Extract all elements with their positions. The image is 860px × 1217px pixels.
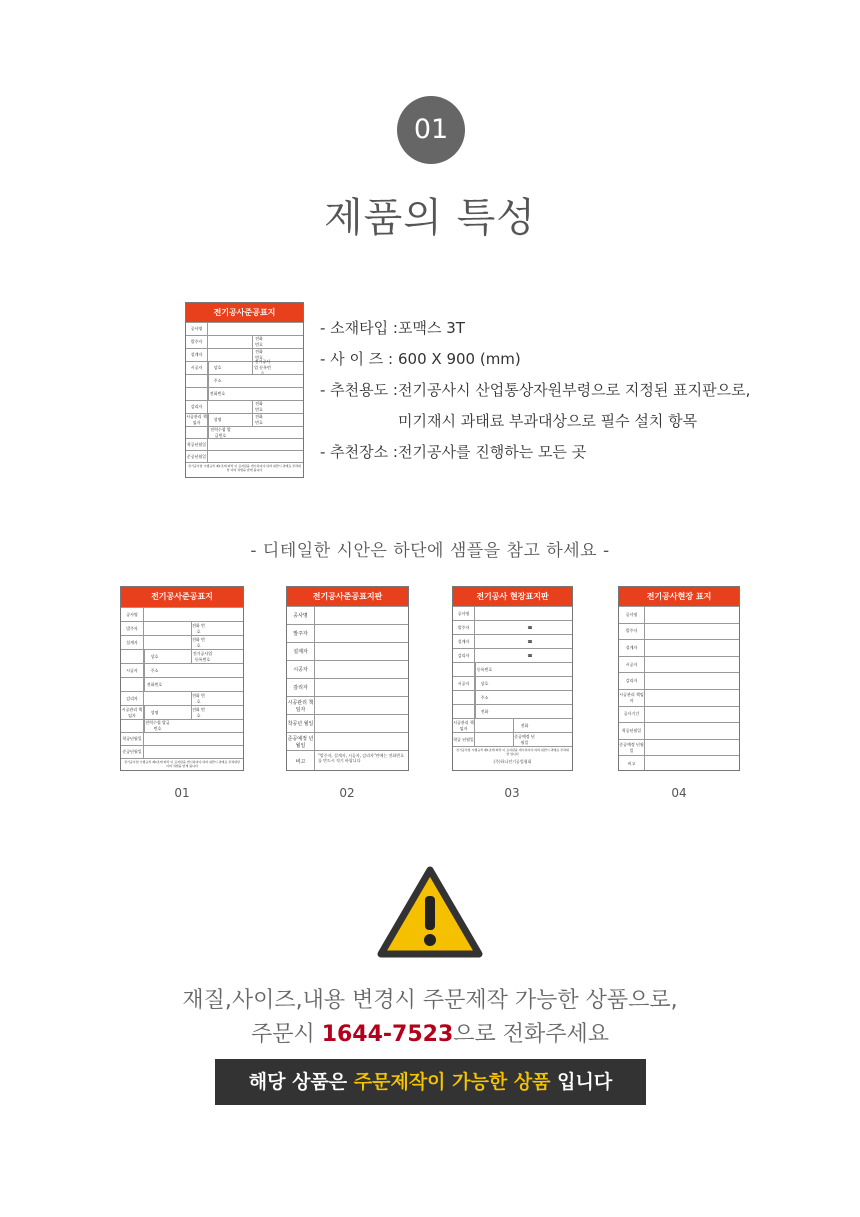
sign-label: 공사명	[287, 607, 315, 624]
sign-label: 발주자	[287, 625, 315, 642]
sign-label: 비고	[287, 751, 315, 771]
section-number-badge: 01	[397, 96, 465, 164]
sign-label: 준공예정 년월일	[287, 733, 315, 750]
sign-label: 발주자	[453, 621, 475, 634]
sign-sublabel: 전화번호	[144, 678, 164, 691]
sign-sublabel: 준공예정 년월일	[514, 733, 535, 745]
spec-value: 600 X 900 (mm)	[398, 350, 521, 368]
sign-sublabel: 주소	[475, 691, 493, 704]
sign-sublabel: 상호	[144, 650, 164, 663]
sign-sublabel: 전화 번호	[192, 692, 205, 704]
sign-label: 착공년월일	[121, 733, 144, 745]
sign-sublabel: 주소	[144, 664, 164, 677]
sign-label: 설계자	[287, 643, 315, 660]
sign-label: 공사기간	[619, 707, 645, 723]
sign-label: 시공자	[121, 664, 144, 677]
spec-value: 전기공사시 산업통상자원부령으로 지정된 표지판으로,	[398, 381, 751, 399]
notice-suffix: 으로 전화주세요	[453, 1022, 610, 1047]
sign-footer: 전기공사업 시행규칙 제1조에 따라 이 표지판을 게시하여야 하며 위반시 과태료 부과대상 입니다	[453, 746, 572, 757]
sample-caption: 02	[339, 786, 355, 800]
sign-label: 공사명	[121, 608, 144, 621]
spec-key: - 추천장소 :	[320, 443, 398, 461]
sign-label: 감리자	[619, 673, 645, 689]
sign-label: 공사명	[619, 607, 645, 623]
sample-caption: 03	[504, 786, 520, 800]
sign-header: 전기공사 현장표지판	[453, 587, 572, 606]
sign-label: 착공 년월일	[453, 733, 475, 746]
sign-sublabel: 전력수첩 발급번호	[145, 720, 170, 731]
sign-sublabel: 전기공사업 등록번호	[192, 650, 213, 662]
sign-sublabel: 전화 번호	[252, 414, 265, 426]
sign-label: 시공자	[186, 362, 208, 374]
banner-suffix: 입니다	[550, 1071, 613, 1093]
warning-icon	[377, 866, 483, 960]
spec-value: 미기재시 과태료 부과대상으로 필수 설치 항목	[398, 412, 698, 430]
sign-sublabel: 상호	[208, 362, 226, 374]
sign-sublabel: 전화 번호	[252, 336, 265, 348]
sign-label: 시공관리 책임자	[121, 706, 143, 718]
spec-value: 전기공사를 진행하는 모든 곳	[398, 443, 587, 461]
custom-order-notice	[0, 984, 860, 1052]
phone-icon: ☎	[527, 639, 533, 644]
sign-label: 설계자	[186, 349, 208, 361]
sign-label: 시공관리 책임자	[186, 414, 207, 425]
spec-key: - 소재타입 :	[320, 319, 398, 337]
sample-sign-01	[120, 586, 244, 771]
sign-label: 공사명	[186, 323, 208, 335]
section-title: 제품의 특성	[324, 195, 536, 241]
notice-line-2	[0, 1018, 860, 1052]
sign-label: 착공년 월일	[287, 715, 315, 732]
sign-label: 준공예정 년월일	[619, 740, 645, 756]
phone-number: 1644-7523	[321, 1022, 454, 1047]
sign-label: 설계자	[453, 635, 475, 648]
phone-icon: ☎	[527, 625, 533, 630]
sign-sublabel: 전화 번호	[192, 622, 205, 634]
sign-header: 전기공사준공표지판	[287, 587, 408, 606]
spec-item-size	[320, 344, 750, 375]
sign-label: 시공자	[287, 661, 315, 678]
spec-key: - 추천용도 :	[320, 381, 398, 399]
sign-header: 전기공사준공표지	[121, 587, 243, 607]
notice-line-1: 재질,사이즈,내용 변경시 주문제작 가능한 상품으로,	[182, 988, 678, 1013]
sign-sublabel: 전기공사업 등록번호	[252, 362, 272, 374]
sign-label: 비고	[619, 756, 645, 771]
sign-footer: 전기공사업 시행규칙 제1조에 따라 이 표지판을 게시하여야 하며 위반시 과태료 부과대상 이며 처벌을 받게 됩니다	[121, 758, 243, 769]
sign-label: 준공년월일	[186, 451, 208, 462]
sample-sign-04	[618, 586, 740, 771]
sample-subheading: - 디테일한 시안은 하단에 샘플을 참고 하세요 -	[250, 541, 610, 561]
main-sign-image	[185, 302, 304, 478]
sign-header: 전기공사준공표지	[186, 303, 303, 322]
spec-value: 포맥스 3T	[398, 319, 465, 337]
sign-footer: 전기공사업 시행규칙 제1조에 따라 이 표지판을 게시하여야 하며 위반시 과태료 부과대상 이며 처벌을 받게 됩니다	[186, 462, 303, 473]
sign-label: 시공관리 책임자	[619, 690, 645, 706]
sign-sublabel: 전력수첩 발급번호	[208, 427, 232, 438]
sign-sublabel: 전화 번호	[192, 706, 205, 718]
sign-label: 공사명	[453, 607, 475, 620]
sign-org: (주)하나전기공업협회	[493, 759, 532, 764]
sample-caption: 01	[174, 786, 190, 800]
sign-label: 감리자	[287, 679, 315, 696]
sample-caption: 04	[671, 786, 687, 800]
sign-label: 시공관리 책임자	[453, 719, 474, 731]
sign-label: 착공년월일	[186, 439, 208, 450]
sign-label: 감리자	[186, 401, 208, 413]
sign-label: 발주자	[619, 624, 645, 640]
sign-header: 전기공사현장 표지	[619, 587, 739, 606]
banner-highlight: 주문제작이 가능한 상품	[353, 1071, 551, 1093]
sign-sublabel: 주소	[208, 375, 226, 387]
sign-sublabel: 성명	[208, 414, 226, 426]
custom-order-banner	[215, 1059, 646, 1105]
sign-sublabel: 전화	[475, 705, 493, 718]
sign-sublabel: 성명	[144, 706, 164, 719]
spec-item-place	[320, 437, 750, 468]
sign-sublabel: 전화 번호	[192, 636, 205, 648]
sign-label: 시공관리 책임자	[287, 697, 315, 714]
sign-label: 발주자	[186, 336, 208, 348]
sign-sublabel: 전화 번호	[252, 401, 265, 413]
sign-sublabel: 전화번호	[208, 388, 226, 400]
sample-sign-02	[286, 586, 409, 771]
spec-item-usage-cont	[320, 406, 750, 437]
sign-note: "발주자, 설계자, 시공자, 감리자"란에는 전화번호를 반드시 적기 바랍니다	[318, 753, 404, 763]
spec-item-usage	[320, 375, 750, 406]
spec-list	[320, 313, 750, 468]
sign-sublabel: 등록번호	[475, 663, 493, 676]
sign-label: 시공자	[453, 677, 475, 690]
sign-label: 발주자	[121, 622, 144, 635]
phone-icon: ☎	[527, 653, 533, 658]
sign-label: 착공년월일	[619, 723, 645, 739]
notice-prefix: 주문시	[250, 1022, 322, 1047]
sign-label: 감리자	[453, 649, 475, 662]
spec-item-material	[320, 313, 750, 344]
sign-sublabel: 상호	[475, 677, 493, 690]
sign-label: 감리자	[121, 692, 144, 705]
spec-key: - 사 이 즈 :	[320, 350, 394, 368]
sign-sublabel: 전화 번호	[252, 349, 265, 361]
banner-prefix: 해당 상품은	[248, 1071, 354, 1093]
sign-sublabel: 전화	[513, 719, 535, 732]
sign-label: 준공년월일	[121, 746, 144, 758]
sign-label: 설계자	[121, 636, 144, 649]
sample-sign-03	[452, 586, 573, 771]
sign-label: 시공자	[619, 657, 645, 673]
sign-label: 설계자	[619, 640, 645, 656]
